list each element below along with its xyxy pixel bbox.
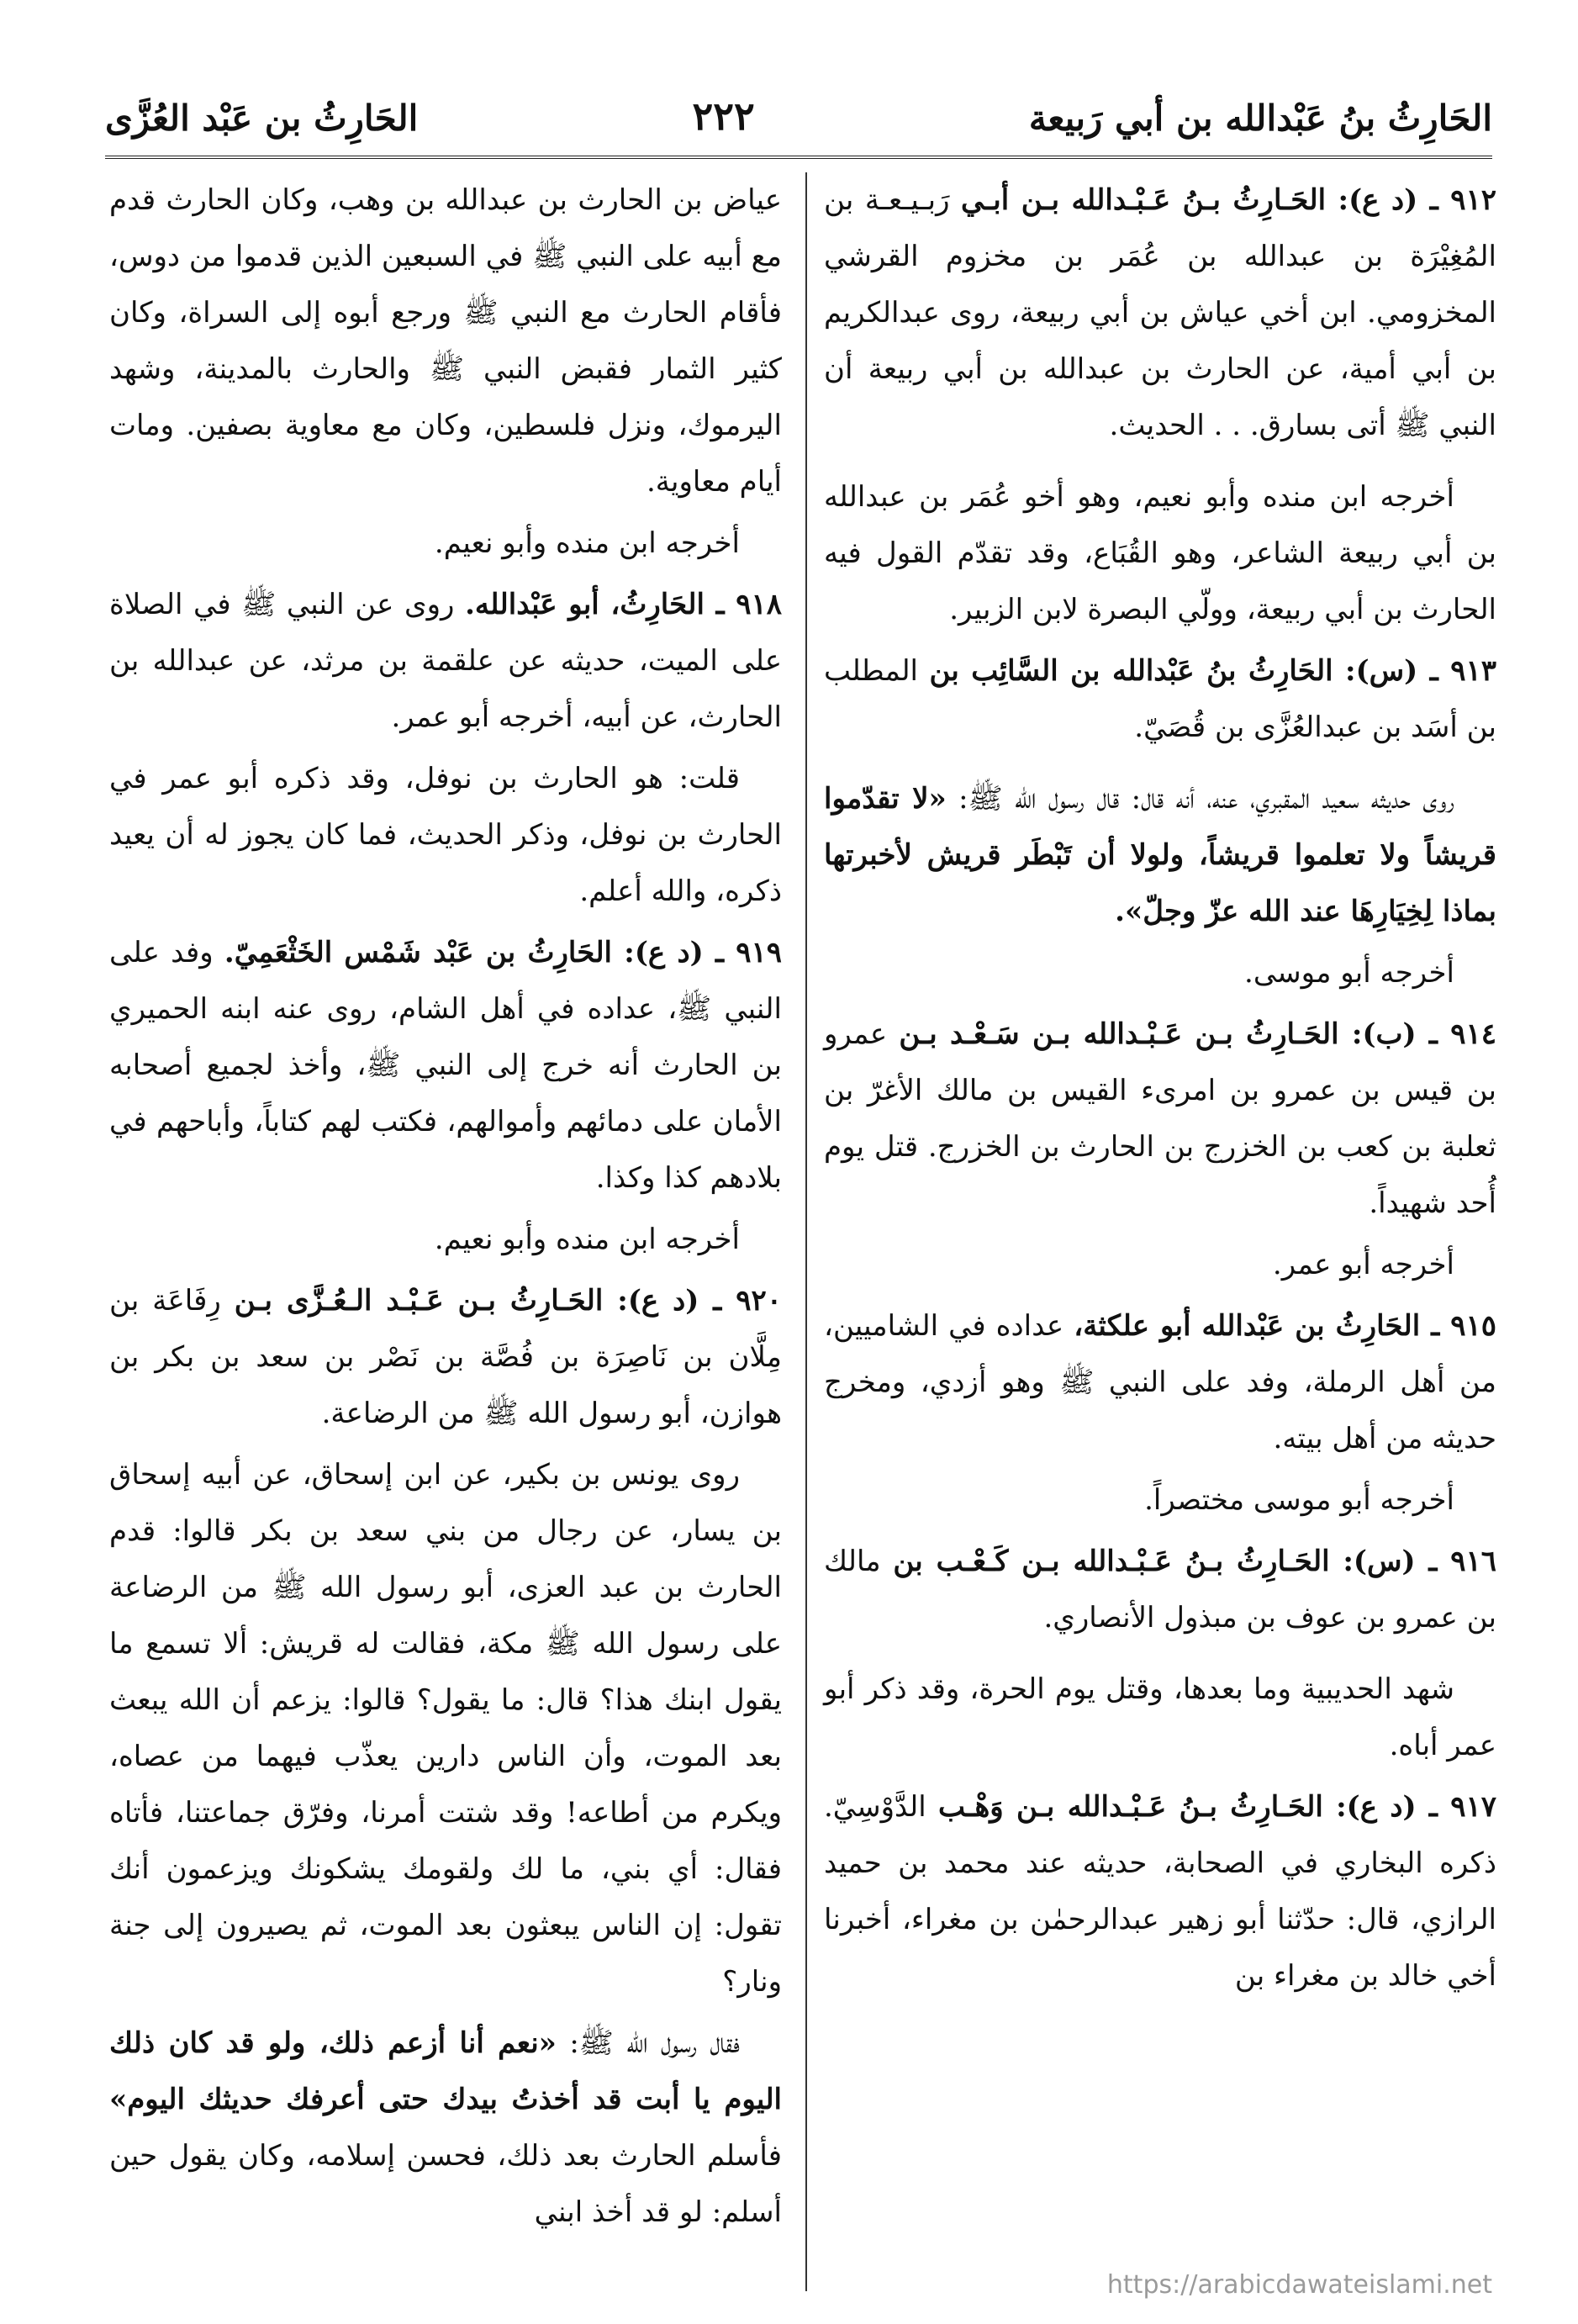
paragraph: أخرجه أبو موسى.: [1244, 956, 1454, 990]
paragraph: أخرجه ابن منده وأبو نعيم.: [434, 1223, 740, 1256]
entry-916: [824, 1534, 1496, 1646]
entry-heading: ٩١٧ ـ (د ع): الحَـارِثُ بـنُ عَـبْـدالله بـن وَهْـب: [938, 1790, 1496, 1824]
left-column: [109, 172, 782, 2291]
paragraph: أخرجه أبو موسى مختصراً.: [1144, 1483, 1454, 1517]
entry-heading: ٩٢٠ ـ (د ع): الحَـارِثُ بـن عَـبْـد الـعُـزَّى بـن: [234, 1284, 782, 1318]
page-header: [105, 71, 1492, 139]
running-title-left: الحَارِثُ بن عَبْد العُزَّى: [105, 98, 419, 139]
paragraph: [824, 771, 1496, 940]
entry-915: [824, 1298, 1496, 1467]
page-number: ٢٢٢: [692, 93, 755, 139]
entry-text: المطلب بن أسَد بن عبدالعُزَّى بن قُصَيّ.: [824, 654, 1496, 744]
paragraph-text: فقال رسول الله ﷺ:: [569, 2026, 740, 2060]
entry-heading: ٩١٢ ـ (د ع): الحَـارِثُ بـنُ عَـبْـدالله بـن أبـي: [961, 183, 1497, 217]
paragraph-text: فأسلم الحارث بعد ذلك، فحسن إسلامه، وكان يقول حين أسلم: لو قد أخذ ابني: [109, 2139, 782, 2229]
entry-917: [824, 1779, 1496, 2004]
hadith-quote: «لا تقدّموا قريشاً ولا تعلموا قريشاً، ولولا أن تَبْطَر قريش لأخبرتها بماذا لِخِيَارِهَا عند الله عزّ وجلّ».: [824, 782, 1496, 928]
entry-913: [824, 643, 1496, 756]
right-column: [824, 172, 1496, 2291]
column-divider: [805, 172, 807, 2291]
entry-918: [109, 577, 782, 746]
entry-919: [109, 925, 782, 1207]
entry-heading: ٩١٣ ـ (س): الحَارِثُ بنُ عَبْدالله بن السَّائِب بن: [929, 654, 1496, 688]
entry-text: روى عن النبي ﷺ في الصلاة على الميت، حديثه عن علقمة بن مرثد، عن عبدالله بن الحارث، عن أبيه، أخرجه أبو عمر.: [109, 588, 782, 734]
entry-text: رِفَاعَة بن مِلَّان بن نَاصِرَة بن فُصَّة بن نَصْر بن سعد بن بكر بن هوازن، أبو رسول الله ﷺ من الرضاعة.: [109, 1284, 782, 1430]
entry-heading: ٩١٨ ـ الحَارِثُ، أبو عَبْدالله.: [465, 588, 782, 621]
entry-text: عداده في الشاميين، من أهل الرملة، وفد على النبي ﷺ وهو أزدي، ومخرج حديثه من أهل بيته.: [824, 1309, 1496, 1455]
paragraph: [109, 2015, 782, 2241]
paragraph: روى يونس بن بكير، عن ابن إسحاق، عن أبيه إسحاق بن يسار، عن رجال من بني سعد بن بكر قالوا: قدم الحارث بن عبد العزى، أبو رسول الله ﷺ من الرضاعة على رسول الله ﷺ مكة، فقالت له قريش: ألا تسمع ما يقول ابنك هذا؟ قال: ما يقول؟ قالوا: يزعم أن الله يبعث بعد الموت، وأن الناس دارين يعذّب فيهما من عصاه، ويكرم من أطاعه! وقد شتت أمرنا، وفرّق جماعتنا، فأتاه فقال: أي بني، ما لك ولقومك يشكونك ويزعمون أنك تقول: إن الناس يبعثون بعد الموت، ثم يصيرون إلى جنة ونار؟: [109, 1458, 782, 1999]
paragraph-text: روى حديثه سعيد المقبري، عنه، أنه قال: قال رسول الله ﷺ:: [958, 782, 1454, 816]
entry-heading: ٩١٥ ـ الحَارِثُ بن عَبْدالله أبو علكثة،: [1074, 1309, 1497, 1343]
paragraph: قلت: هو الحارث بن نوفل، وقد ذكره أبو عمر في الحارث بن نوفل، وذكر الحديث، فما كان يجوز له أن يعيد ذكره، والله أعلم.: [109, 762, 782, 908]
entry-heading: ٩١٦ ـ (س): الحَـارِثُ بـنُ عَـبْـدالله بـن كَـعْـب بن: [893, 1545, 1497, 1578]
entry-914: [824, 1006, 1496, 1232]
entry-text: الدَّوْسِيّ. ذكره البخاري في الصحابة، حديثه عند محمد بن حميد الرازي، قال: حدّثنا أبو زهير عبدالرحمٰن بن مغراء، أخبرنا أخي خالد بن مغراء بن: [824, 1790, 1496, 1993]
entry-text: رَبـيـعـة بن المُغِيْرَة بن عبدالله بن عُمَر بن مخزوم القرشي المخزومي. ابن أخي عياش بن أبي ربيعة، روى عبدالكريم بن أبي أمية، عن الحارث بن عبدالله بن أبي ربيعة أن النبي ﷺ أتى بسارق. . . الحديث.: [824, 183, 1496, 442]
entry-heading: ٩١٩ ـ (د ع): الحَارِثُ بن عَبْد شَمْس الخَثْعَمِيّ.: [224, 936, 783, 969]
hadith-quote: «نعم أنا أزعم ذلك، ولو قد كان ذلك اليوم يا أبت قد أخذتُ بيدك حتى أعرفك حديثك اليوم»: [109, 2026, 782, 2116]
paragraph: عياض بن الحارث بن عبدالله بن وهب، وكان الحارث قدم مع أبيه على النبي ﷺ في السبعين الذين قدموا من دوس، فأقام الحارث مع النبي ﷺ ورجع أبوه إلى السراة، وكان كثير الثمار فقبض النبي ﷺ والحارث بالمدينة، وشهد اليرموك، ونزل فلسطين، وكان مع معاوية بصفين. ومات أيام معاوية.: [109, 183, 782, 499]
paragraph: أخرجه أبو عمر.: [1272, 1248, 1454, 1281]
header-rule: [105, 156, 1492, 159]
running-title-right: الحَارِثُ بنُ عَبْدالله بن أبي رَبيعة: [1028, 98, 1492, 139]
watermark-url: https://arabicdawateislami.net: [1106, 2270, 1492, 2300]
entry-912: [824, 172, 1496, 454]
entry-text: وفد على النبي ﷺ، عداده في أهل الشام، روى عنه ابنه الحميري بن الحارث أنه خرج إلى النبي ﷺ، وأخذ لجميع أصحابه الأمان على دمائهم وأموالهم، فكتب لهم كتاباً، وأباحهم في بلادهم كذا وكذا.: [109, 936, 782, 1195]
entry-heading: ٩١٤ ـ (ب): الحَـارِثُ بـن عَـبْـدالله بـن سَـعْـد بـن: [899, 1017, 1496, 1051]
entry-text: مالك بن عمرو بن عوف بن مبذول الأنصاري.: [824, 1545, 1496, 1635]
paragraph: أخرجه ابن منده وأبو نعيم، وهو أخو عُمَر بن عبدالله بن أبي ربيعة الشاعر، وهو القُبَاع، وقد تقدّم القول فيه الحارث بن أبي ربيعة، وولّي البصرة لابن الزبير.: [824, 480, 1496, 626]
entry-920: [109, 1273, 782, 1442]
paragraph: أخرجه ابن منده وأبو نعيم.: [434, 526, 740, 560]
entry-text: عمرو بن قيس بن عمرو بن امرىء القيس بن مالك الأغرّ بن ثعلبة بن كعب بن الخزرج بن الحارث بن الخزرج. قتل يوم أُحد شهيداً.: [824, 1017, 1496, 1220]
paragraph: شهد الحديبية وما بعدها، وقتل يوم الحرة، وقد ذكر أبو عمر أباه.: [824, 1672, 1496, 1762]
